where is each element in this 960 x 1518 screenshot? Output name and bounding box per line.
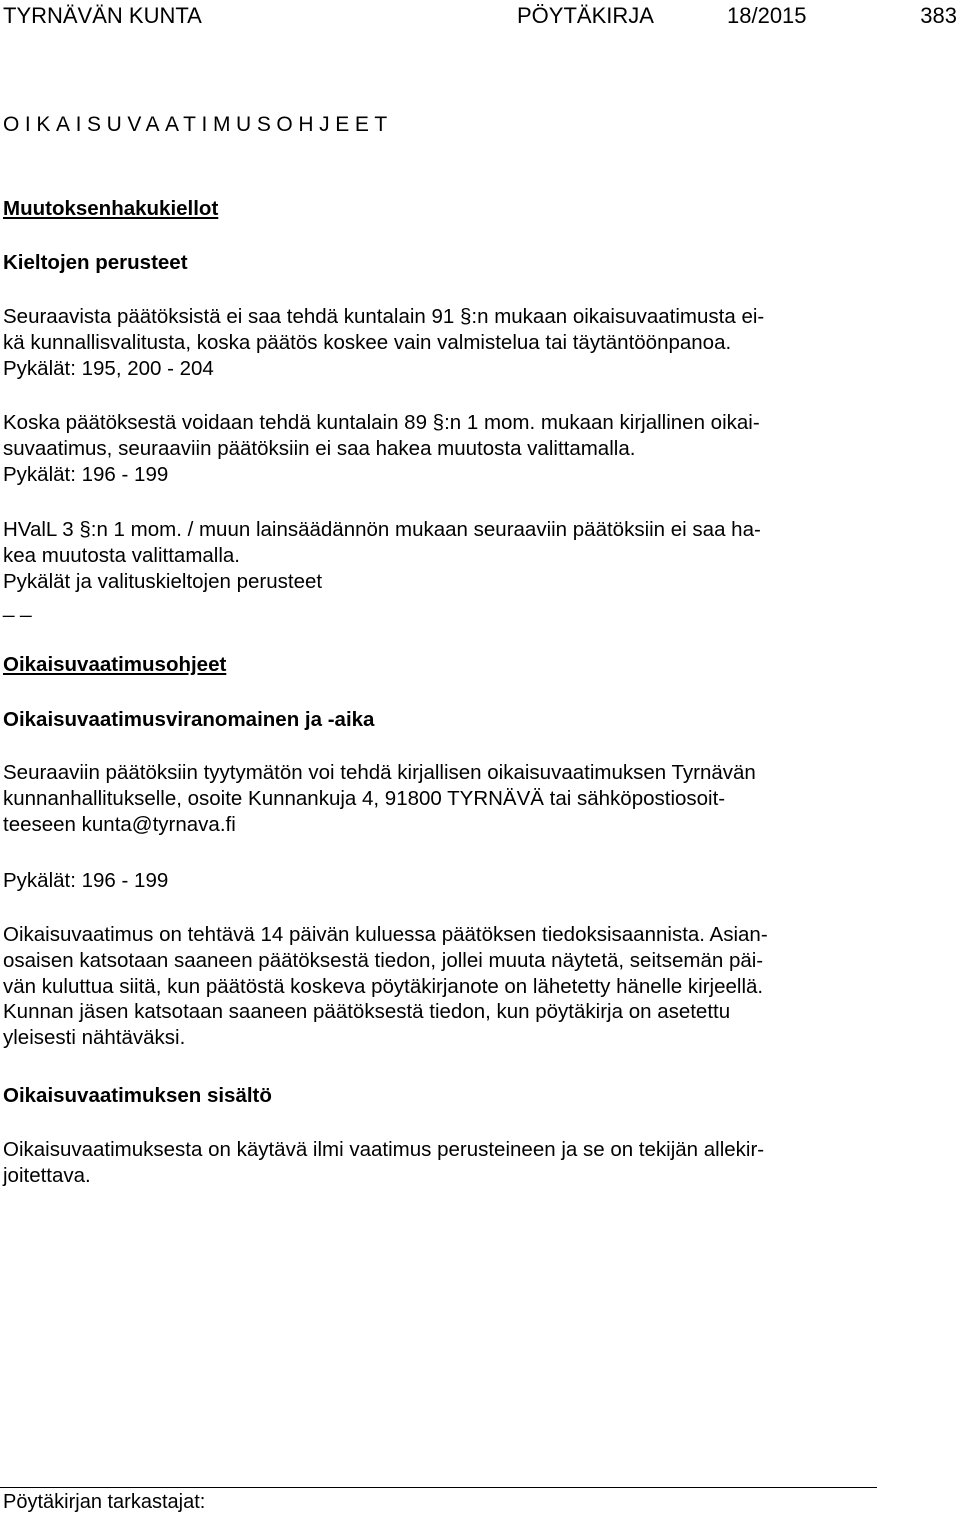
text-line: Oikaisuvaatimuksesta on käytävä ilmi vaatimus perusteineen ja se on tekijän allekir- — [3, 1138, 765, 1161]
pykalat-line: Pykälät ja valituskieltojen perusteet — [3, 569, 323, 593]
paragraph-viranomainen — [3, 760, 883, 837]
text-line: vän kuluttua siitä, kun päätöstä koskeva pöytäkirjanote on lähetetty hänelle kirjeellä. — [3, 974, 764, 998]
paragraph-oikaisuvaatimus — [3, 410, 883, 487]
pykalat-line: Pykälät: 196 - 199 — [3, 462, 169, 486]
header-page-number: 383 — [920, 3, 957, 28]
paragraph-maaraaika — [3, 922, 883, 1051]
text-line: kunnanhallitukselle, osoite Kunnankuja 4, 91800 TYRNÄVÄ tai sähköpostiosoit- — [3, 786, 726, 810]
footer-reviewers-label: Pöytäkirjan tarkastajat: — [3, 1491, 206, 1513]
subheading-kieltojen-perusteet: Kieltojen perusteet — [3, 251, 188, 274]
header-organization: TYRNÄVÄN KUNTA — [3, 3, 202, 28]
text-line: Seuraaviin päätöksiin tyytymätön voi tehdä kirjallisen oikaisuvaatimuksen Tyrnävän — [3, 761, 756, 784]
paragraph-sisalto — [3, 1137, 883, 1189]
text-line: suvaatimus, seuraaviin päätöksiin ei saa hakea muutosta valittamalla. — [3, 436, 636, 460]
document-title: OIKAISUVAATIMUSOHJEET — [3, 113, 393, 136]
text-line: Oikaisuvaatimus on tehtävä 14 päivän kuluessa päätöksen tiedoksisaannista. Asian- — [3, 923, 768, 946]
paragraph-hallintolainkaytto — [3, 517, 883, 620]
header-document-type: PÖYTÄKIRJA — [517, 3, 654, 28]
text-line: yleisesti nähtäväksi. — [3, 1026, 186, 1050]
text-line: Koska päätöksestä voidaan tehdä kuntalain 89 §:n 1 mom. mukaan kirjallinen oikai- — [3, 411, 760, 434]
footer-divider — [0, 1487, 877, 1488]
subheading-viranomainen-ja-aika: Oikaisuvaatimusviranomainen ja -aika — [3, 708, 375, 731]
text-line: osaisen katsotaan saaneen päätöksestä tiedon, jollei muuta näytetä, seitsemän päi- — [3, 948, 764, 972]
text-line: HValL 3 §:n 1 mom. / muun lainsäädännön mukaan seuraaviin päätöksiin ei saa ha- — [3, 518, 761, 541]
text-line: joitettava. — [3, 1163, 91, 1187]
pykalat-line: Pykälät: 195, 200 - 204 — [3, 356, 214, 380]
section-heading-muutoksenhakukiellot: Muutoksenhakukiellot — [3, 197, 219, 220]
pykalat-oikaisuvaatimus: Pykälät: 196 - 199 — [3, 869, 169, 892]
page-header — [3, 3, 957, 31]
paragraph-valmistelu — [3, 304, 883, 381]
text-line: Seuraavista päätöksistä ei saa tehdä kuntalain 91 §:n mukaan oikaisuvaatimusta ei- — [3, 305, 765, 328]
header-document-number: 18/2015 — [727, 3, 807, 28]
section-heading-oikaisuvaatimusohjeet: Oikaisuvaatimusohjeet — [3, 653, 227, 676]
blank-placeholder: _ _ — [3, 595, 32, 619]
text-line: teeseen kunta@tyrnava.fi — [3, 812, 236, 836]
text-line: kä kunnallisvalitusta, koska päätös koskee vain valmistelua tai täytäntöönpanoa. — [3, 330, 732, 354]
text-line: Kunnan jäsen katsotaan saaneen päätöksestä tiedon, kun pöytäkirja on asetettu — [3, 1000, 731, 1024]
subheading-oikaisuvaatimuksen-sisalto: Oikaisuvaatimuksen sisältö — [3, 1084, 272, 1107]
text-line: kea muutosta valittamalla. — [3, 543, 241, 567]
